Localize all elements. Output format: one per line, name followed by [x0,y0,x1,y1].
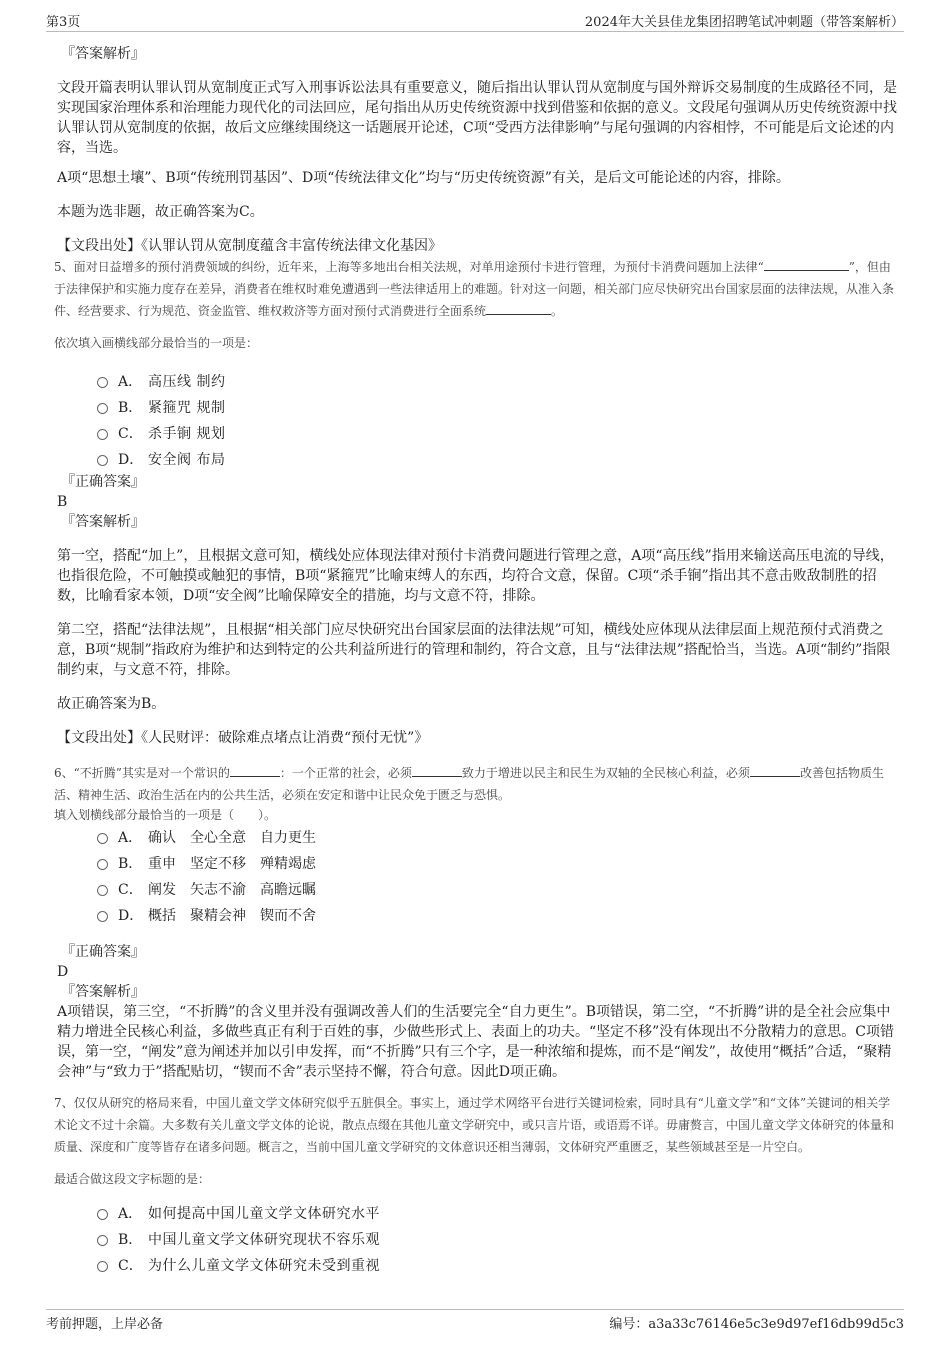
q4-source: 【文段出处】《认罪认罚从宽制度蕴含丰富传统法律文化基因》 [57,238,442,254]
q5-option-a[interactable]: A． 高压线 制约 [97,368,897,394]
q5-options [97,368,897,472]
radio-icon[interactable] [97,885,108,896]
q5-correct-title: 『正确答案』 [61,474,145,490]
q7-options [97,1200,897,1278]
radio-icon[interactable] [97,911,108,922]
q5-option-b[interactable]: B． 紧箍咒 规制 [97,394,897,420]
radio-icon[interactable] [97,403,108,414]
q6-correct-title: 『正确答案』 [61,944,145,960]
q5-stem: 5、面对日益增多的预付消费领域的纠纷，近年来，上海等多地出台相关法规，对单用途预付卡进行管理，为预付卡消费问题加上法律“ ”，但由于法律保护和实施力度存在差异，消费者在维权时难免遭遇到一些法律适用上的难题。针对这一问题，相关部门应尽快研究出台国家层面的法律法规，从准入条件、经营要求、行为规范、资金监管、维权救济等方面对预付式消费进行全面系统 。 [54,260,895,318]
radio-icon[interactable] [97,1209,108,1220]
radio-icon[interactable] [97,455,108,466]
document-id: 编号：a3a33c76146e5c3e9d97ef16db99d5c3 [609,1317,904,1332]
radio-icon[interactable] [97,429,108,440]
q5-analysis-para3: 故正确答案为B。 [57,696,166,712]
radio-icon[interactable] [97,377,108,388]
q5-option-c[interactable]: C． 杀手锏 规划 [97,420,897,446]
q6-analysis-title: 『答案解析』 [61,984,145,1000]
q6-option-c[interactable]: C． 阐发 矢志不渝 高瞻远瞩 [97,876,897,902]
radio-icon[interactable] [97,833,108,844]
q4-analysis-para3: 本题为选非题，故正确答案为C。 [57,204,264,220]
q5-correct-answer: B [57,494,68,510]
q5-analysis-para2: 第二空，搭配“法律法规”，且根据“相关部门应尽快研究出台国家层面的法律法规”可知，横线处应体现从法律层面上规范预付式消费之意，B项“规制”指政府为维护和达到特定的公共利益所进行的管理和制约，符合文意，且与“法律法规”搭配恰当，当选。A项“制约”指限制约束，与文意不符，排除。 [57,622,891,678]
q6-stem: 6、“不折腾”其实是对一个常识的 ：一个正常的社会，必须 致力于增进以民主和民生为双轴的全民核心利益，必须 改善包括物质生活、精神生活、政治生活在内的公共生活，必须在安定和谐中让民众免于匮乏与恐惧。 [54,766,884,802]
q5-option-d[interactable]: D． 安全阀 布局 [97,446,897,472]
header-divider [46,31,904,32]
blank-line [764,258,849,271]
main-content [54,44,897,1278]
blank-line [412,764,462,777]
q7-option-a[interactable]: A． 如何提高中国儿童文学文体研究水平 [97,1200,897,1226]
blank-line [750,764,800,777]
q5-analysis-title: 『答案解析』 [61,514,145,530]
q4-analysis-title: 『答案解析』 [61,46,145,62]
q4-analysis-para1: 文段开篇表明认罪认罚从宽制度正式写入刑事诉讼法具有重要意义，随后指出认罪认罚从宽制度与国外辩诉交易制度的生成路径不同，是实现国家治理体系和治理能力现代化的司法回应，尾句指出从历史传统资源中找到借鉴和依据的意义。文段尾句强调从历史传统资源中找认罪认罚从宽制度的依据，故后文应继续围绕这一话题展开论述，C项“受西方法律影响”与尾句强调的内容相悖，不可能是后文论述的内容，当选。 [57,80,897,156]
page-header [0,0,950,30]
blank-line [486,302,551,315]
document-title: 2024年大关县佳龙集团招聘笔试冲刺题（带答案解析） [584,15,904,30]
footer-slogan: 考前押题，上岸必备 [46,1317,164,1332]
q4-analysis-para2: A项“思想土壤”、B项“传统刑罚基因”、D项“传统法律文化”均与“历史传统资源”有关，是后文可能论述的内容，排除。 [57,170,790,186]
footer-divider [46,1309,904,1310]
radio-icon[interactable] [97,1235,108,1246]
q6-prompt: 填入划横线部分最恰当的一项是（ ）。 [54,808,277,822]
q6-options [97,824,897,928]
q7-stem: 7、仅仅从研究的格局来看，中国儿童文学文体研究似乎五脏俱全。事实上，通过学术网络平台进行关键词检索，同时具有“儿童文学”和“文体”关键词的相关学术论文不过十余篇。大多数有关儿童文学文体的论说，散点点缀在其他儿童文学研究中，或只言片语，或语焉不详。毋庸赘言，中国儿童文学文体研究的体量和质量、深度和广度等皆存在诸多问题。概言之，当前中国儿童文学研究的文体意识还相当薄弱，文体研究严重匮乏，某些领域甚至是一片空白。 [54,1096,895,1154]
q5-prompt: 依次填入画横线部分最恰当的一项是： [54,336,259,350]
q7-option-c[interactable]: C． 为什么儿童文学文体研究未受到重视 [97,1252,897,1278]
radio-icon[interactable] [97,859,108,870]
q6-option-a[interactable]: A． 确认 全心全意 自力更生 [97,824,897,850]
q7-prompt: 最适合做这段文字标题的是： [54,1172,211,1186]
q7-option-b[interactable]: B． 中国儿童文学文体研究现状不容乐观 [97,1226,897,1252]
q5-source: 【文段出处】《人民财评：破除难点堵点让消费“预付无忧”》 [57,730,429,746]
q6-option-b[interactable]: B． 重申 坚定不移 殚精竭虑 [97,850,897,876]
radio-icon[interactable] [97,1261,108,1272]
q6-option-d[interactable]: D． 概括 聚精会神 锲而不舍 [97,902,897,928]
q6-analysis-para1: A项错误，第三空，“不折腾”的含义里并没有强调改善人们的生活要完全“自力更生”。B项错误，第二空，“不折腾”讲的是全社会应集中精力增进全民核心利益，多做些真正有利于百姓的事，少做些形式上、表面上的功夫。“坚定不移”没有体现出不分散精力的意思。C项错误，第一空，“阐发”意为阐述并加以引申发挥，而“不折腾”只有三个字，是一种浓缩和提炼，而不是“阐发”，故使用“概括”合适，“聚精会神”与“致力于”搭配贴切，“锲而不舍”表示坚持不懈，符合句意。因此D项正确。 [57,1004,895,1080]
q6-correct-answer: D [57,964,69,980]
q5-analysis-para1: 第一空，搭配“加上”，且根据文意可知，横线处应体现法律对预付卡消费问题进行管理之意，A项“高压线”指用来输送高压电流的导线，也指很危险，不可触摸或触犯的事情，B项“紧箍咒”比喻束缚人的东西，均符合文意，保留。C项“杀手锏”指出其不意击败敌制胜的招数，比喻看家本领，D项“安全阀”比喻保障安全的措施，均与文意不符，排除。 [57,548,894,604]
blank-line [230,764,280,777]
page-number: 第3页 [46,15,81,30]
